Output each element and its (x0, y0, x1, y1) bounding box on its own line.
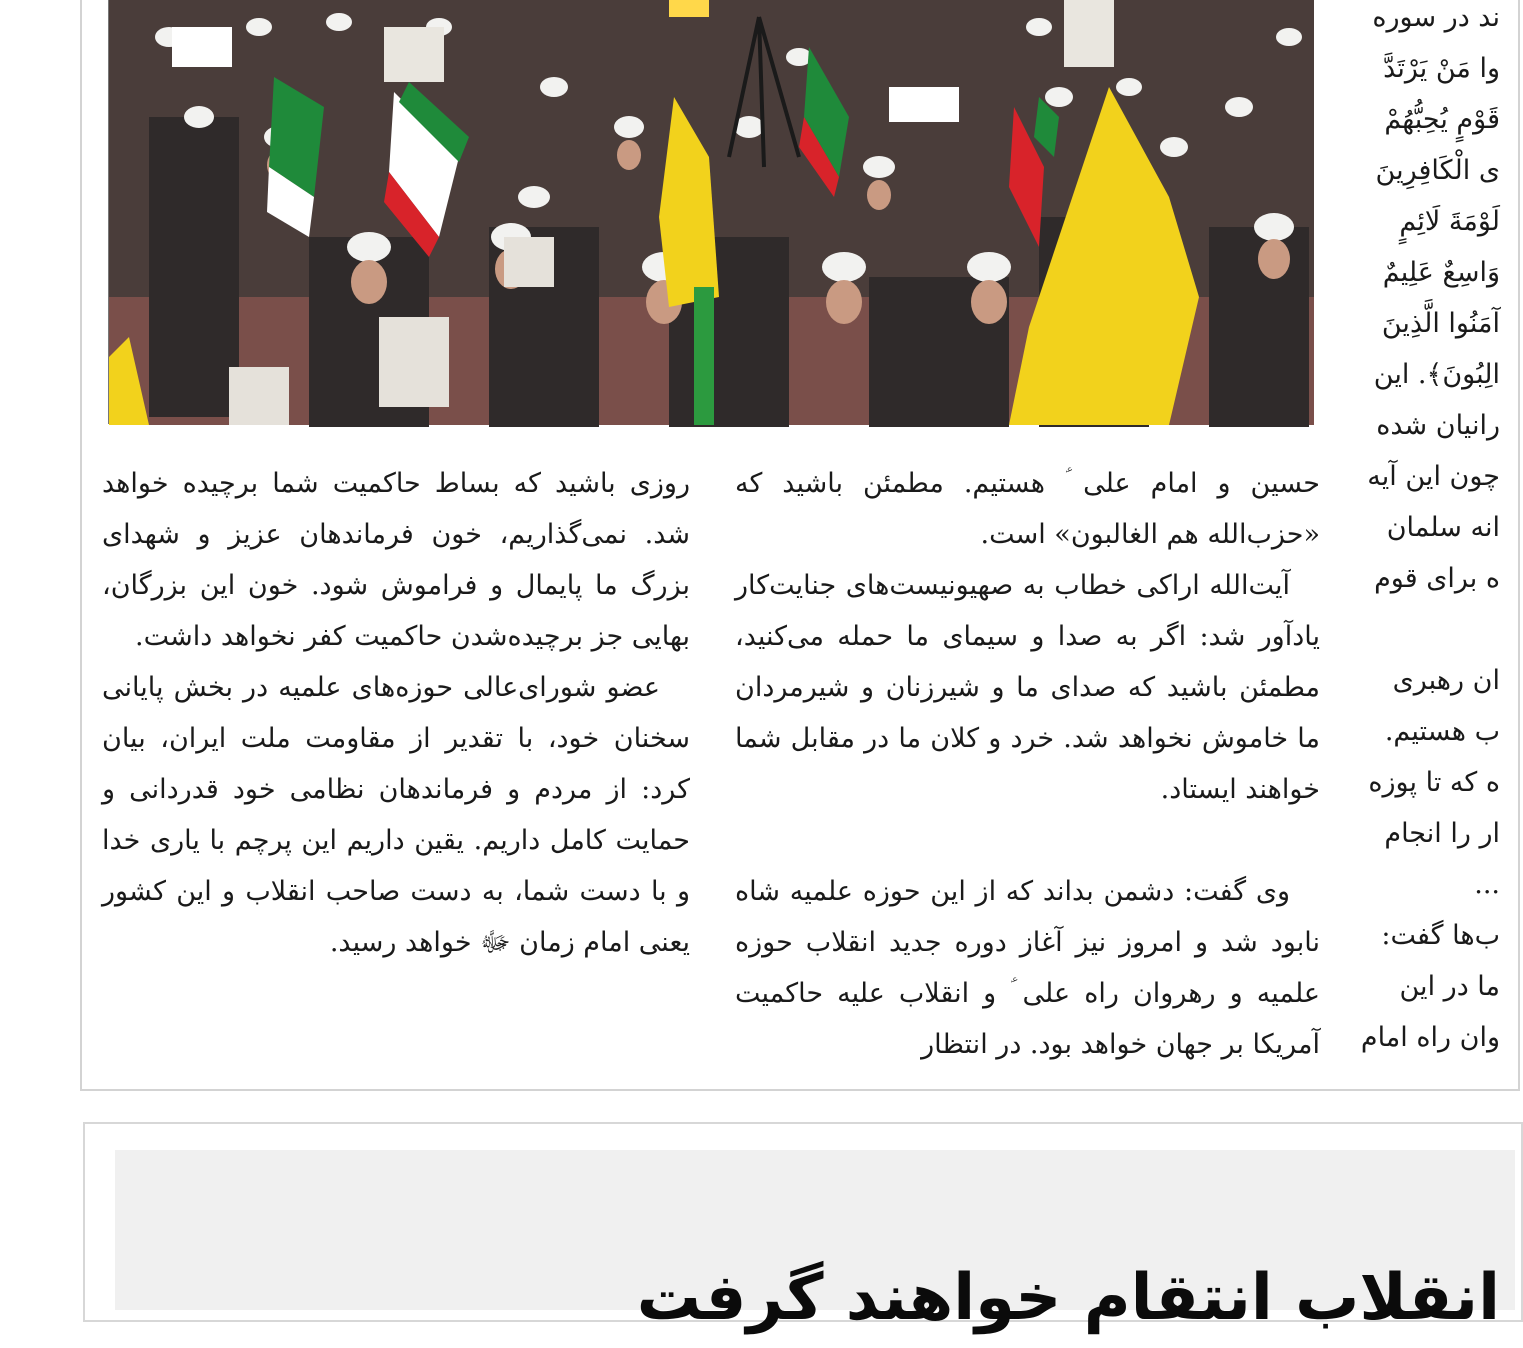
text-line: ب‌ها گفت: (1381, 920, 1500, 951)
text-line: قَوْمٍ يُحِبُّهُمْ (1384, 104, 1500, 135)
rally-photo (108, 0, 1313, 424)
text-line (1366, 604, 1500, 655)
green-banner (694, 287, 714, 425)
text-line: ... (1474, 869, 1500, 900)
text-line: ان رهبری (1392, 665, 1500, 696)
article-column-right-cropped (1360, 0, 1500, 1062)
text-line: لَوْمَةَ لَائِمٍ (1399, 206, 1500, 237)
text-line: آمَنُوا الَّذِينَ (1381, 308, 1500, 339)
text-line: رانیان شده (1376, 410, 1500, 441)
text-line: وا مَنْ يَرْتَدَّ (1383, 53, 1500, 84)
paragraph: روزی باشید که بساط حاکمیت شما برچیده خواهد شد. نمی‌گذاریم، خون فرماندهان عزیز و شهدای بزرگ ما پایمال و فراموش شود. خون این بزرگان، بهایی جز برچیده‌شدن حاکمیت کفر نخواهد داشت. (102, 468, 690, 652)
paragraph: عضو شورای‌عالی حوزه‌های علمیه در بخش پایانی سخنان خود، با تقدیر از مقاومت ملت ایران، بیان کرد: از مردم و فرماندهان نظامی خود قدردانی و حمایت کامل داریم. یقین داریم این پرچم با یاری خدا و با دست شما، به دست صاحب انقلاب و این کشور یعنی امام زمان ﷻ خواهد رسید. (102, 672, 690, 958)
text-line: ب هستیم. (1384, 716, 1500, 747)
text-line: ما در این (1399, 971, 1500, 1002)
article-column-left (102, 458, 690, 968)
text-line: وان راه امام (1360, 1022, 1500, 1053)
paragraph: حسین و امام علی ؑ هستیم. مطمئن باشید که «حزب‌الله هم الغالبون» است. (735, 468, 1320, 550)
text-line: ند در سوره (1372, 2, 1500, 33)
text-line: ه برای قوم (1374, 563, 1500, 594)
paragraph: آیت‌الله اراکی خطاب به صهیونیست‌های جنایت‌کار یادآور شد: اگر به صدا و سیمای ما حمله می‌کنید، مطمئن باشید که صدای ما و شیرزنان و شیرمردان ما خاموش نخواهد شد. خرد و کلان ما در مقابل شما خواهند ایستاد. (735, 570, 1320, 805)
rally-photo-illustration (109, 0, 1314, 425)
paragraph: وی گفت: دشمن بداند که از این حوزه علمیه شاه نابود شد و امروز نیز آغاز دوره جدید انقلاب حوزه علمیه و رهروان راه علی ؑ و انقلاب علیه حاکمیت آمریکا بر جهان خواهد بود. در انتظار (735, 876, 1320, 1060)
article-column-middle (735, 458, 1320, 1070)
text-line: ار را انجام (1384, 818, 1500, 849)
text-line: الِبُونَ﴾. این (1373, 359, 1500, 390)
text-line: ى الْكَافِرِينَ (1375, 155, 1500, 186)
yellow-flag-top (669, 0, 709, 17)
text-line: انه سلمان (1386, 512, 1500, 543)
next-article-headline (0, 1248, 1500, 1296)
text-line: چون این آیه (1367, 461, 1500, 492)
text-line: ه که تا پوزه (1368, 767, 1500, 798)
text-line: وَاسِعٌ عَلِيمٌ (1382, 257, 1500, 288)
